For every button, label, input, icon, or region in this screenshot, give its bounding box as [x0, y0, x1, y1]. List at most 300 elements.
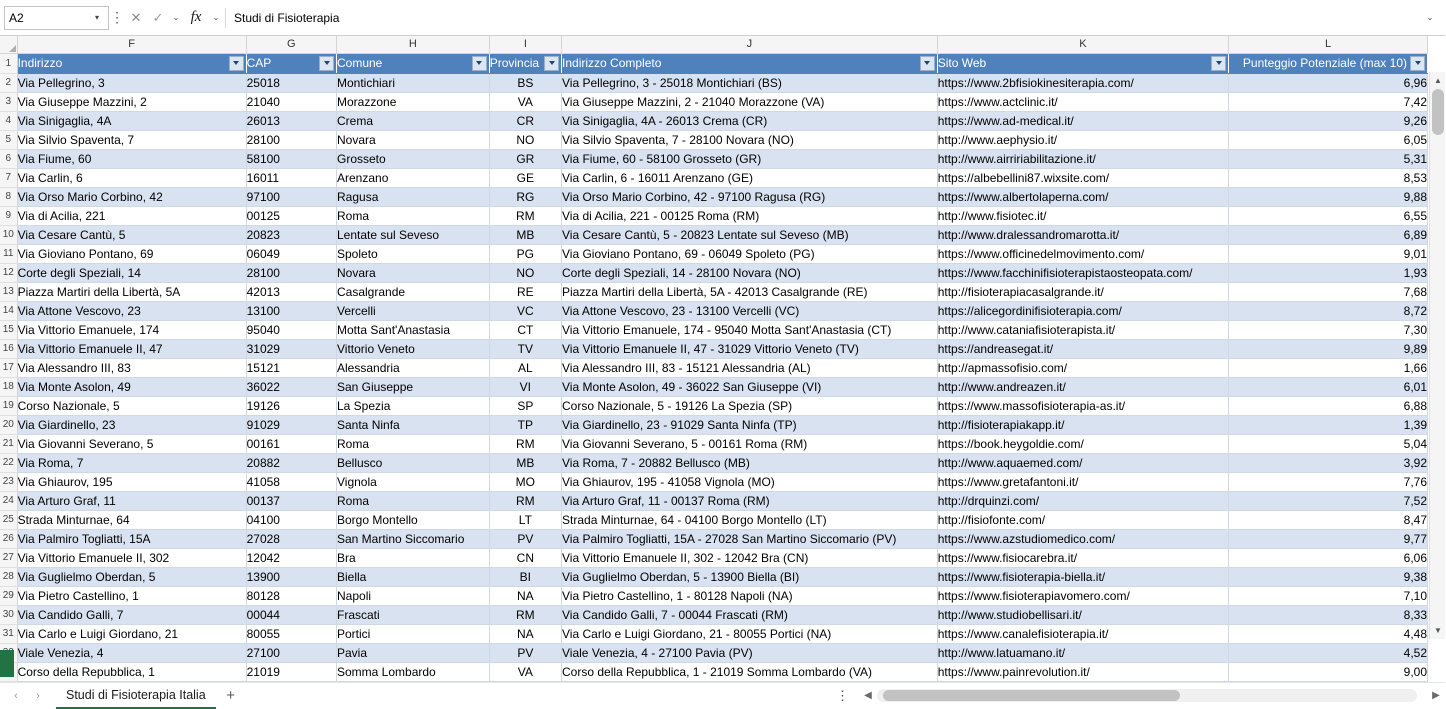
cell-comune[interactable]: Roma	[337, 206, 490, 225]
cell-indirizzo-completo[interactable]: Via Alessandro III, 83 - 15121 Alessandria (AL)	[562, 358, 938, 377]
cell-sito-web[interactable]: http://www.aephysio.it/	[937, 130, 1228, 149]
table-header-punteggio[interactable]	[1229, 53, 1428, 73]
table-row[interactable]	[0, 605, 1428, 624]
table-row[interactable]	[0, 130, 1428, 149]
cell-cap[interactable]: 00044	[246, 605, 336, 624]
cell-indirizzo-completo[interactable]: Via Giovanni Severano, 5 - 00161 Roma (RM)	[562, 434, 938, 453]
cell-cap[interactable]: 00125	[246, 206, 336, 225]
filter-icon[interactable]	[1410, 56, 1425, 71]
cell-indirizzo[interactable]: Viale Venezia, 4	[17, 643, 246, 662]
cell-cap[interactable]: 42013	[246, 282, 336, 301]
row-header-9[interactable]: 9	[0, 206, 17, 225]
column-header-h[interactable]: H	[337, 36, 490, 53]
cell-comune[interactable]: Arenzano	[337, 168, 490, 187]
row-header-11[interactable]: 11	[0, 244, 17, 263]
cell-sito-web[interactable]: http://fisiofonte.com/	[937, 510, 1228, 529]
row-header-10[interactable]: 10	[0, 225, 17, 244]
cell-indirizzo-completo[interactable]: Corso Nazionale, 5 - 19126 La Spezia (SP)	[562, 396, 938, 415]
cell-indirizzo[interactable]: Via Giardinello, 23	[17, 415, 246, 434]
cell-provincia[interactable]: VC	[489, 301, 561, 320]
cell-indirizzo-completo[interactable]: Via Vittorio Emanuele, 174 - 95040 Motta Sant'Anastasia (CT)	[562, 320, 938, 339]
cell-sito-web[interactable]: http://fisioterapiakapp.it/	[937, 415, 1228, 434]
filter-icon[interactable]	[472, 56, 487, 71]
cell-indirizzo[interactable]: Via Pietro Castellino, 1	[17, 586, 246, 605]
cell-indirizzo[interactable]: Via Palmiro Togliatti, 15A	[17, 529, 246, 548]
table-row[interactable]	[0, 548, 1428, 567]
cell-cap[interactable]: 91029	[246, 415, 336, 434]
column-header-g[interactable]: G	[246, 36, 336, 53]
cell-indirizzo-completo[interactable]: Via Silvio Spaventa, 7 - 28100 Novara (NO)	[562, 130, 938, 149]
sheet-tab-studi-di-fisioterapia-italia[interactable]: Studi di Fisioterapia Italia	[56, 683, 216, 709]
filter-icon[interactable]	[544, 56, 559, 71]
table-row[interactable]	[0, 320, 1428, 339]
vertical-scrollbar[interactable]	[1429, 72, 1445, 639]
cell-provincia[interactable]: RM	[489, 605, 561, 624]
cell-cap[interactable]: 12042	[246, 548, 336, 567]
row-header-13[interactable]: 13	[0, 282, 17, 301]
cell-sito-web[interactable]: https://www.facchinifisioterapistaosteopata.com/	[937, 263, 1228, 282]
cell-provincia[interactable]: PG	[489, 244, 561, 263]
cell-provincia[interactable]: SP	[489, 396, 561, 415]
filter-icon[interactable]	[229, 56, 244, 71]
row-header-28[interactable]: 28	[0, 567, 17, 586]
cell-comune[interactable]: Montichiari	[337, 73, 490, 92]
cell-indirizzo[interactable]: Via Vittorio Emanuele, 174	[17, 320, 246, 339]
row-header-26[interactable]: 26	[0, 529, 17, 548]
sheet-options-icon[interactable]: ⋮	[836, 687, 849, 703]
add-sheet-icon[interactable]: +	[226, 687, 236, 704]
cell-comune[interactable]: Vercelli	[337, 301, 490, 320]
cell-comune[interactable]: Santa Ninfa	[337, 415, 490, 434]
cell-indirizzo-completo[interactable]: Via Carlin, 6 - 16011 Arenzano (GE)	[562, 168, 938, 187]
confirm-dropdown-icon[interactable]: ⌄	[172, 13, 180, 22]
function-dropdown-icon[interactable]: ⌄	[212, 13, 220, 22]
row-header-14[interactable]: 14	[0, 301, 17, 320]
cell-provincia[interactable]: VA	[489, 92, 561, 111]
cell-indirizzo[interactable]: Via Candido Galli, 7	[17, 605, 246, 624]
row-header-4[interactable]: 4	[0, 111, 17, 130]
cell-sito-web[interactable]: https://albebellini87.wixsite.com/	[937, 168, 1228, 187]
row-header-22[interactable]: 22	[0, 453, 17, 472]
cell-punteggio[interactable]: 6,96	[1229, 73, 1428, 92]
cell-indirizzo-completo[interactable]: Via Candido Galli, 7 - 00044 Frascati (RM)	[562, 605, 938, 624]
cell-comune[interactable]: Bra	[337, 548, 490, 567]
row-header-8[interactable]: 8	[0, 187, 17, 206]
filter-icon[interactable]	[319, 56, 334, 71]
cell-indirizzo[interactable]: Via di Acilia, 221	[17, 206, 246, 225]
table-row[interactable]	[0, 225, 1428, 244]
cell-provincia[interactable]: CT	[489, 320, 561, 339]
cell-indirizzo[interactable]: Via Giovanni Severano, 5	[17, 434, 246, 453]
table-row[interactable]	[0, 92, 1428, 111]
row-header-24[interactable]: 24	[0, 491, 17, 510]
cell-comune[interactable]: Casalgrande	[337, 282, 490, 301]
cell-comune[interactable]: Somma Lombardo	[337, 662, 490, 681]
row-header-15[interactable]: 15	[0, 320, 17, 339]
row-header-17[interactable]: 17	[0, 358, 17, 377]
next-sheet-icon[interactable]: ›	[36, 689, 40, 702]
cell-sito-web[interactable]: http://www.cataniafisioterapista.it/	[937, 320, 1228, 339]
cell-cap[interactable]: 31029	[246, 339, 336, 358]
cancel-entry-icon[interactable]: ✕	[130, 9, 142, 25]
cell-indirizzo-completo[interactable]: Via Roma, 7 - 20882 Bellusco (MB)	[562, 453, 938, 472]
scroll-left-icon[interactable]: ◀	[864, 690, 872, 701]
cell-sito-web[interactable]: https://www.azstudiomedico.com/	[937, 529, 1228, 548]
cell-sito-web[interactable]: http://www.dralessandromarotta.it/	[937, 225, 1228, 244]
column-header-i[interactable]: I	[489, 36, 561, 53]
cell-comune[interactable]: Biella	[337, 567, 490, 586]
cell-indirizzo[interactable]: Via Carlo e Luigi Giordano, 21	[17, 624, 246, 643]
table-row[interactable]	[0, 510, 1428, 529]
cell-indirizzo-completo[interactable]: Corte degli Speziali, 14 - 28100 Novara (NO)	[562, 263, 938, 282]
table-row[interactable]	[0, 453, 1428, 472]
cell-sito-web[interactable]: http://apmassofisio.com/	[937, 358, 1228, 377]
column-header-k[interactable]: K	[937, 36, 1228, 53]
cell-comune[interactable]: Lentate sul Seveso	[337, 225, 490, 244]
table-header-indirizzo-completo[interactable]	[562, 53, 938, 73]
cell-provincia[interactable]: VA	[489, 662, 561, 681]
cell-indirizzo[interactable]: Via Attone Vescovo, 23	[17, 301, 246, 320]
cell-indirizzo-completo[interactable]: Viale Venezia, 4 - 27100 Pavia (PV)	[562, 643, 938, 662]
table-header-sito-web[interactable]	[937, 53, 1228, 73]
cell-sito-web[interactable]: https://www.ad-medical.it/	[937, 111, 1228, 130]
cell-punteggio[interactable]: 4,52	[1229, 643, 1428, 662]
cell-comune[interactable]: Portici	[337, 624, 490, 643]
row-header-7[interactable]: 7	[0, 168, 17, 187]
cell-sito-web[interactable]: http://www.latuamano.it/	[937, 643, 1228, 662]
table-row[interactable]	[0, 149, 1428, 168]
cell-punteggio[interactable]: 9,00	[1229, 662, 1428, 681]
scroll-right-icon[interactable]: ▶	[1432, 690, 1440, 701]
cell-comune[interactable]: Novara	[337, 263, 490, 282]
cell-indirizzo-completo[interactable]: Via Orso Mario Corbino, 42 - 97100 Ragusa (RG)	[562, 187, 938, 206]
cell-sito-web[interactable]: https://www.officinedelmovimento.com/	[937, 244, 1228, 263]
table-row[interactable]	[0, 111, 1428, 130]
table-header-cap[interactable]	[246, 53, 336, 73]
table-row[interactable]	[0, 643, 1428, 662]
table-row[interactable]	[0, 168, 1428, 187]
table-row[interactable]	[0, 624, 1428, 643]
cell-provincia[interactable]: BI	[489, 567, 561, 586]
horizontal-scroll-thumb[interactable]	[883, 690, 1180, 701]
cell-provincia[interactable]: AL	[489, 358, 561, 377]
cell-provincia[interactable]: CN	[489, 548, 561, 567]
cell-cap[interactable]: 16011	[246, 168, 336, 187]
cell-provincia[interactable]: LT	[489, 510, 561, 529]
cell-cap[interactable]: 97100	[246, 187, 336, 206]
cell-indirizzo[interactable]: Strada Minturnae, 64	[17, 510, 246, 529]
cell-indirizzo[interactable]: Via Sinigaglia, 4A	[17, 111, 246, 130]
table-row[interactable]	[0, 301, 1428, 320]
cell-cap[interactable]: 80128	[246, 586, 336, 605]
cell-indirizzo[interactable]: Via Silvio Spaventa, 7	[17, 130, 246, 149]
cell-sito-web[interactable]: http://www.aquaemed.com/	[937, 453, 1228, 472]
cell-indirizzo-completo[interactable]: Via Gioviano Pontano, 69 - 06049 Spoleto (PG)	[562, 244, 938, 263]
table-row[interactable]	[0, 396, 1428, 415]
cell-indirizzo-completo[interactable]: Piazza Martiri della Libertà, 5A - 42013 Casalgrande (RE)	[562, 282, 938, 301]
cell-indirizzo-completo[interactable]: Via Carlo e Luigi Giordano, 21 - 80055 Portici (NA)	[562, 624, 938, 643]
cell-provincia[interactable]: NA	[489, 586, 561, 605]
cell-provincia[interactable]: NO	[489, 130, 561, 149]
cell-indirizzo[interactable]: Corso della Repubblica, 1	[17, 662, 246, 681]
cell-punteggio[interactable]: 9,01	[1229, 244, 1428, 263]
cell-cap[interactable]: 26013	[246, 111, 336, 130]
cell-indirizzo[interactable]: Via Ghiaurov, 195	[17, 472, 246, 491]
cell-punteggio[interactable]: 6,88	[1229, 396, 1428, 415]
cell-indirizzo-completo[interactable]: Via Vittorio Emanuele II, 47 - 31029 Vittorio Veneto (TV)	[562, 339, 938, 358]
cell-indirizzo[interactable]: Via Monte Asolon, 49	[17, 377, 246, 396]
row-header-2[interactable]: 2	[0, 73, 17, 92]
row-header-6[interactable]: 6	[0, 149, 17, 168]
table-row[interactable]	[0, 73, 1428, 92]
cell-cap[interactable]: 00137	[246, 491, 336, 510]
cell-provincia[interactable]: TV	[489, 339, 561, 358]
cell-comune[interactable]: Pavia	[337, 643, 490, 662]
cell-provincia[interactable]: GR	[489, 149, 561, 168]
cell-punteggio[interactable]: 7,52	[1229, 491, 1428, 510]
cell-punteggio[interactable]: 9,77	[1229, 529, 1428, 548]
cell-punteggio[interactable]: 6,01	[1229, 377, 1428, 396]
expand-formula-bar-icon[interactable]: ⌄	[1426, 13, 1434, 22]
cell-sito-web[interactable]: https://www.canalefisioterapia.it/	[937, 624, 1228, 643]
cell-provincia[interactable]: TP	[489, 415, 561, 434]
cell-indirizzo[interactable]: Via Roma, 7	[17, 453, 246, 472]
cell-punteggio[interactable]: 4,48	[1229, 624, 1428, 643]
row-header-27[interactable]: 27	[0, 548, 17, 567]
scroll-up-icon[interactable]: ▲	[1434, 75, 1442, 85]
table-row[interactable]	[0, 529, 1428, 548]
cell-indirizzo-completo[interactable]: Via Attone Vescovo, 23 - 13100 Vercelli (VC)	[562, 301, 938, 320]
cell-sito-web[interactable]: https://www.painrevolution.it/	[937, 662, 1228, 681]
cell-punteggio[interactable]: 9,88	[1229, 187, 1428, 206]
cell-cap[interactable]: 20823	[246, 225, 336, 244]
cell-sito-web[interactable]: https://www.gretafantoni.it/	[937, 472, 1228, 491]
cell-indirizzo-completo[interactable]: Via Giuseppe Mazzini, 2 - 21040 Morazzone (VA)	[562, 92, 938, 111]
cell-indirizzo[interactable]: Via Pellegrino, 3	[17, 73, 246, 92]
cell-comune[interactable]: Roma	[337, 434, 490, 453]
column-header-l[interactable]: L	[1229, 36, 1428, 53]
row-header-19[interactable]: 19	[0, 396, 17, 415]
cell-provincia[interactable]: MB	[489, 225, 561, 244]
cell-punteggio[interactable]: 1,66	[1229, 358, 1428, 377]
cell-punteggio[interactable]: 8,33	[1229, 605, 1428, 624]
table-row[interactable]	[0, 377, 1428, 396]
cell-cap[interactable]: 25018	[246, 73, 336, 92]
cell-indirizzo[interactable]: Via Fiume, 60	[17, 149, 246, 168]
cell-provincia[interactable]: BS	[489, 73, 561, 92]
table-row[interactable]	[0, 434, 1428, 453]
cell-indirizzo-completo[interactable]: Via Giardinello, 23 - 91029 Santa Ninfa (TP)	[562, 415, 938, 434]
cell-cap[interactable]: 36022	[246, 377, 336, 396]
vertical-scroll-thumb[interactable]	[1432, 89, 1444, 135]
row-header-18[interactable]: 18	[0, 377, 17, 396]
cell-cap[interactable]: 27100	[246, 643, 336, 662]
cell-indirizzo-completo[interactable]: Via di Acilia, 221 - 00125 Roma (RM)	[562, 206, 938, 225]
cell-comune[interactable]: Vignola	[337, 472, 490, 491]
cell-punteggio[interactable]: 1,39	[1229, 415, 1428, 434]
cell-sito-web[interactable]: https://andreasegat.it/	[937, 339, 1228, 358]
cell-provincia[interactable]: PV	[489, 643, 561, 662]
cell-indirizzo[interactable]: Via Alessandro III, 83	[17, 358, 246, 377]
cell-comune[interactable]: Spoleto	[337, 244, 490, 263]
cell-cap[interactable]: 27028	[246, 529, 336, 548]
cell-sito-web[interactable]: http://drquinzi.com/	[937, 491, 1228, 510]
cell-sito-web[interactable]: https://www.albertolaperna.com/	[937, 187, 1228, 206]
cell-comune[interactable]: Novara	[337, 130, 490, 149]
cell-punteggio[interactable]: 5,31	[1229, 149, 1428, 168]
cell-indirizzo-completo[interactable]: Via Arturo Graf, 11 - 00137 Roma (RM)	[562, 491, 938, 510]
cell-indirizzo[interactable]: Via Vittorio Emanuele II, 47	[17, 339, 246, 358]
cell-indirizzo[interactable]: Via Arturo Graf, 11	[17, 491, 246, 510]
cell-punteggio[interactable]: 8,72	[1229, 301, 1428, 320]
cell-provincia[interactable]: RM	[489, 206, 561, 225]
cell-punteggio[interactable]: 6,05	[1229, 130, 1428, 149]
row-header-31[interactable]: 31	[0, 624, 17, 643]
cell-punteggio[interactable]: 6,55	[1229, 206, 1428, 225]
table-row[interactable]	[0, 263, 1428, 282]
cell-indirizzo-completo[interactable]: Via Sinigaglia, 4A - 26013 Crema (CR)	[562, 111, 938, 130]
cell-cap[interactable]: 95040	[246, 320, 336, 339]
row-header-12[interactable]: 12	[0, 263, 17, 282]
cell-comune[interactable]: San Giuseppe	[337, 377, 490, 396]
cell-cap[interactable]: 13100	[246, 301, 336, 320]
cell-comune[interactable]: Alessandria	[337, 358, 490, 377]
cell-provincia[interactable]: MB	[489, 453, 561, 472]
cell-provincia[interactable]: RE	[489, 282, 561, 301]
table-row[interactable]	[0, 567, 1428, 586]
cell-cap[interactable]: 00161	[246, 434, 336, 453]
table-row[interactable]	[0, 244, 1428, 263]
cell-cap[interactable]: 28100	[246, 130, 336, 149]
cell-punteggio[interactable]: 7,10	[1229, 586, 1428, 605]
cell-punteggio[interactable]: 6,89	[1229, 225, 1428, 244]
cell-provincia[interactable]: GE	[489, 168, 561, 187]
cell-comune[interactable]: Ragusa	[337, 187, 490, 206]
table-row[interactable]	[0, 339, 1428, 358]
cell-comune[interactable]: Bellusco	[337, 453, 490, 472]
cell-cap[interactable]: 13900	[246, 567, 336, 586]
cell-comune[interactable]: Borgo Montello	[337, 510, 490, 529]
cell-cap[interactable]: 20882	[246, 453, 336, 472]
cell-provincia[interactable]: CR	[489, 111, 561, 130]
cell-punteggio[interactable]: 9,26	[1229, 111, 1428, 130]
table-row[interactable]	[0, 358, 1428, 377]
column-header-f[interactable]: F	[17, 36, 246, 53]
cell-punteggio[interactable]: 7,42	[1229, 92, 1428, 111]
cell-indirizzo[interactable]: Via Cesare Cantù, 5	[17, 225, 246, 244]
cell-comune[interactable]: San Martino Siccomario	[337, 529, 490, 548]
formula-input[interactable]: Studi di Fisioterapia	[228, 6, 1419, 30]
cell-cap[interactable]: 19126	[246, 396, 336, 415]
cell-cap[interactable]: 28100	[246, 263, 336, 282]
cell-punteggio[interactable]: 1,93	[1229, 263, 1428, 282]
cell-sito-web[interactable]: https://www.fisioterapia-biella.it/	[937, 567, 1228, 586]
table-row[interactable]	[0, 491, 1428, 510]
cell-indirizzo[interactable]: Corte degli Speziali, 14	[17, 263, 246, 282]
cell-sito-web[interactable]: https://book.heygoldie.com/	[937, 434, 1228, 453]
cell-indirizzo[interactable]: Via Gioviano Pontano, 69	[17, 244, 246, 263]
row-header-23[interactable]: 23	[0, 472, 17, 491]
table-header-indirizzo[interactable]	[17, 53, 246, 73]
more-options-icon[interactable]: ⋮	[110, 9, 124, 25]
cell-indirizzo-completo[interactable]: Via Pietro Castellino, 1 - 80128 Napoli (NA)	[562, 586, 938, 605]
cell-cap[interactable]: 06049	[246, 244, 336, 263]
table-row[interactable]	[0, 187, 1428, 206]
cell-indirizzo[interactable]: Via Orso Mario Corbino, 42	[17, 187, 246, 206]
cell-punteggio[interactable]: 7,68	[1229, 282, 1428, 301]
cell-cap[interactable]: 80055	[246, 624, 336, 643]
cell-comune[interactable]: La Spezia	[337, 396, 490, 415]
cell-indirizzo-completo[interactable]: Via Cesare Cantù, 5 - 20823 Lentate sul Seveso (MB)	[562, 225, 938, 244]
cell-cap[interactable]: 58100	[246, 149, 336, 168]
filter-icon[interactable]	[1211, 56, 1226, 71]
cell-comune[interactable]: Roma	[337, 491, 490, 510]
cell-sito-web[interactable]: http://www.andreazen.it/	[937, 377, 1228, 396]
table-row[interactable]	[0, 472, 1428, 491]
cell-sito-web[interactable]: http://www.airririabilitazione.it/	[937, 149, 1228, 168]
cell-sito-web[interactable]: https://www.fisioterapiavomero.com/	[937, 586, 1228, 605]
row-header-30[interactable]: 30	[0, 605, 17, 624]
cell-indirizzo[interactable]: Piazza Martiri della Libertà, 5A	[17, 282, 246, 301]
cell-comune[interactable]: Napoli	[337, 586, 490, 605]
cell-sito-web[interactable]: http://www.studiobellisari.it/	[937, 605, 1228, 624]
cell-indirizzo-completo[interactable]: Via Vittorio Emanuele II, 302 - 12042 Bra (CN)	[562, 548, 938, 567]
cell-punteggio[interactable]: 5,04	[1229, 434, 1428, 453]
table-row[interactable]	[0, 206, 1428, 225]
row-header-20[interactable]: 20	[0, 415, 17, 434]
cell-provincia[interactable]: RG	[489, 187, 561, 206]
row-header-3[interactable]: 3	[0, 92, 17, 111]
cell-punteggio[interactable]: 6,06	[1229, 548, 1428, 567]
cell-comune[interactable]: Motta Sant'Anastasia	[337, 320, 490, 339]
cell-indirizzo-completo[interactable]: Via Monte Asolon, 49 - 36022 San Giuseppe (VI)	[562, 377, 938, 396]
cell-comune[interactable]: Crema	[337, 111, 490, 130]
cell-sito-web[interactable]: http://fisioterapiacasalgrande.it/	[937, 282, 1228, 301]
table-header-provincia[interactable]	[489, 53, 561, 73]
cell-cap[interactable]: 04100	[246, 510, 336, 529]
cell-indirizzo-completo[interactable]: Via Guglielmo Oberdan, 5 - 13900 Biella (BI)	[562, 567, 938, 586]
cell-cap[interactable]: 21019	[246, 662, 336, 681]
table-row[interactable]	[0, 586, 1428, 605]
cell-indirizzo-completo[interactable]: Via Ghiaurov, 195 - 41058 Vignola (MO)	[562, 472, 938, 491]
cell-indirizzo[interactable]: Via Giuseppe Mazzini, 2	[17, 92, 246, 111]
cell-comune[interactable]: Grosseto	[337, 149, 490, 168]
cell-provincia[interactable]: PV	[489, 529, 561, 548]
row-header-16[interactable]: 16	[0, 339, 17, 358]
cell-cap[interactable]: 15121	[246, 358, 336, 377]
cell-provincia[interactable]: VI	[489, 377, 561, 396]
insert-function-icon[interactable]: fx	[190, 9, 202, 25]
previous-sheet-icon[interactable]: ‹	[14, 689, 18, 702]
cell-indirizzo-completo[interactable]: Via Pellegrino, 3 - 25018 Montichiari (BS)	[562, 73, 938, 92]
cell-comune[interactable]: Frascati	[337, 605, 490, 624]
cell-provincia[interactable]: NA	[489, 624, 561, 643]
scroll-down-icon[interactable]: ▼	[1434, 626, 1442, 635]
cell-sito-web[interactable]: https://www.fisiocarebra.it/	[937, 548, 1228, 567]
table-row[interactable]	[0, 282, 1428, 301]
cell-provincia[interactable]: RM	[489, 434, 561, 453]
cell-indirizzo[interactable]: Corso Nazionale, 5	[17, 396, 246, 415]
cell-indirizzo-completo[interactable]: Strada Minturnae, 64 - 04100 Borgo Montello (LT)	[562, 510, 938, 529]
cell-provincia[interactable]: NO	[489, 263, 561, 282]
row-header-25[interactable]: 25	[0, 510, 17, 529]
chevron-down-icon[interactable]: ▾	[94, 13, 99, 22]
cell-punteggio[interactable]: 9,38	[1229, 567, 1428, 586]
name-box[interactable]	[4, 6, 109, 30]
row-header-21[interactable]: 21	[0, 434, 17, 453]
horizontal-scrollbar[interactable]	[877, 689, 1417, 702]
row-header-29[interactable]: 29	[0, 586, 17, 605]
